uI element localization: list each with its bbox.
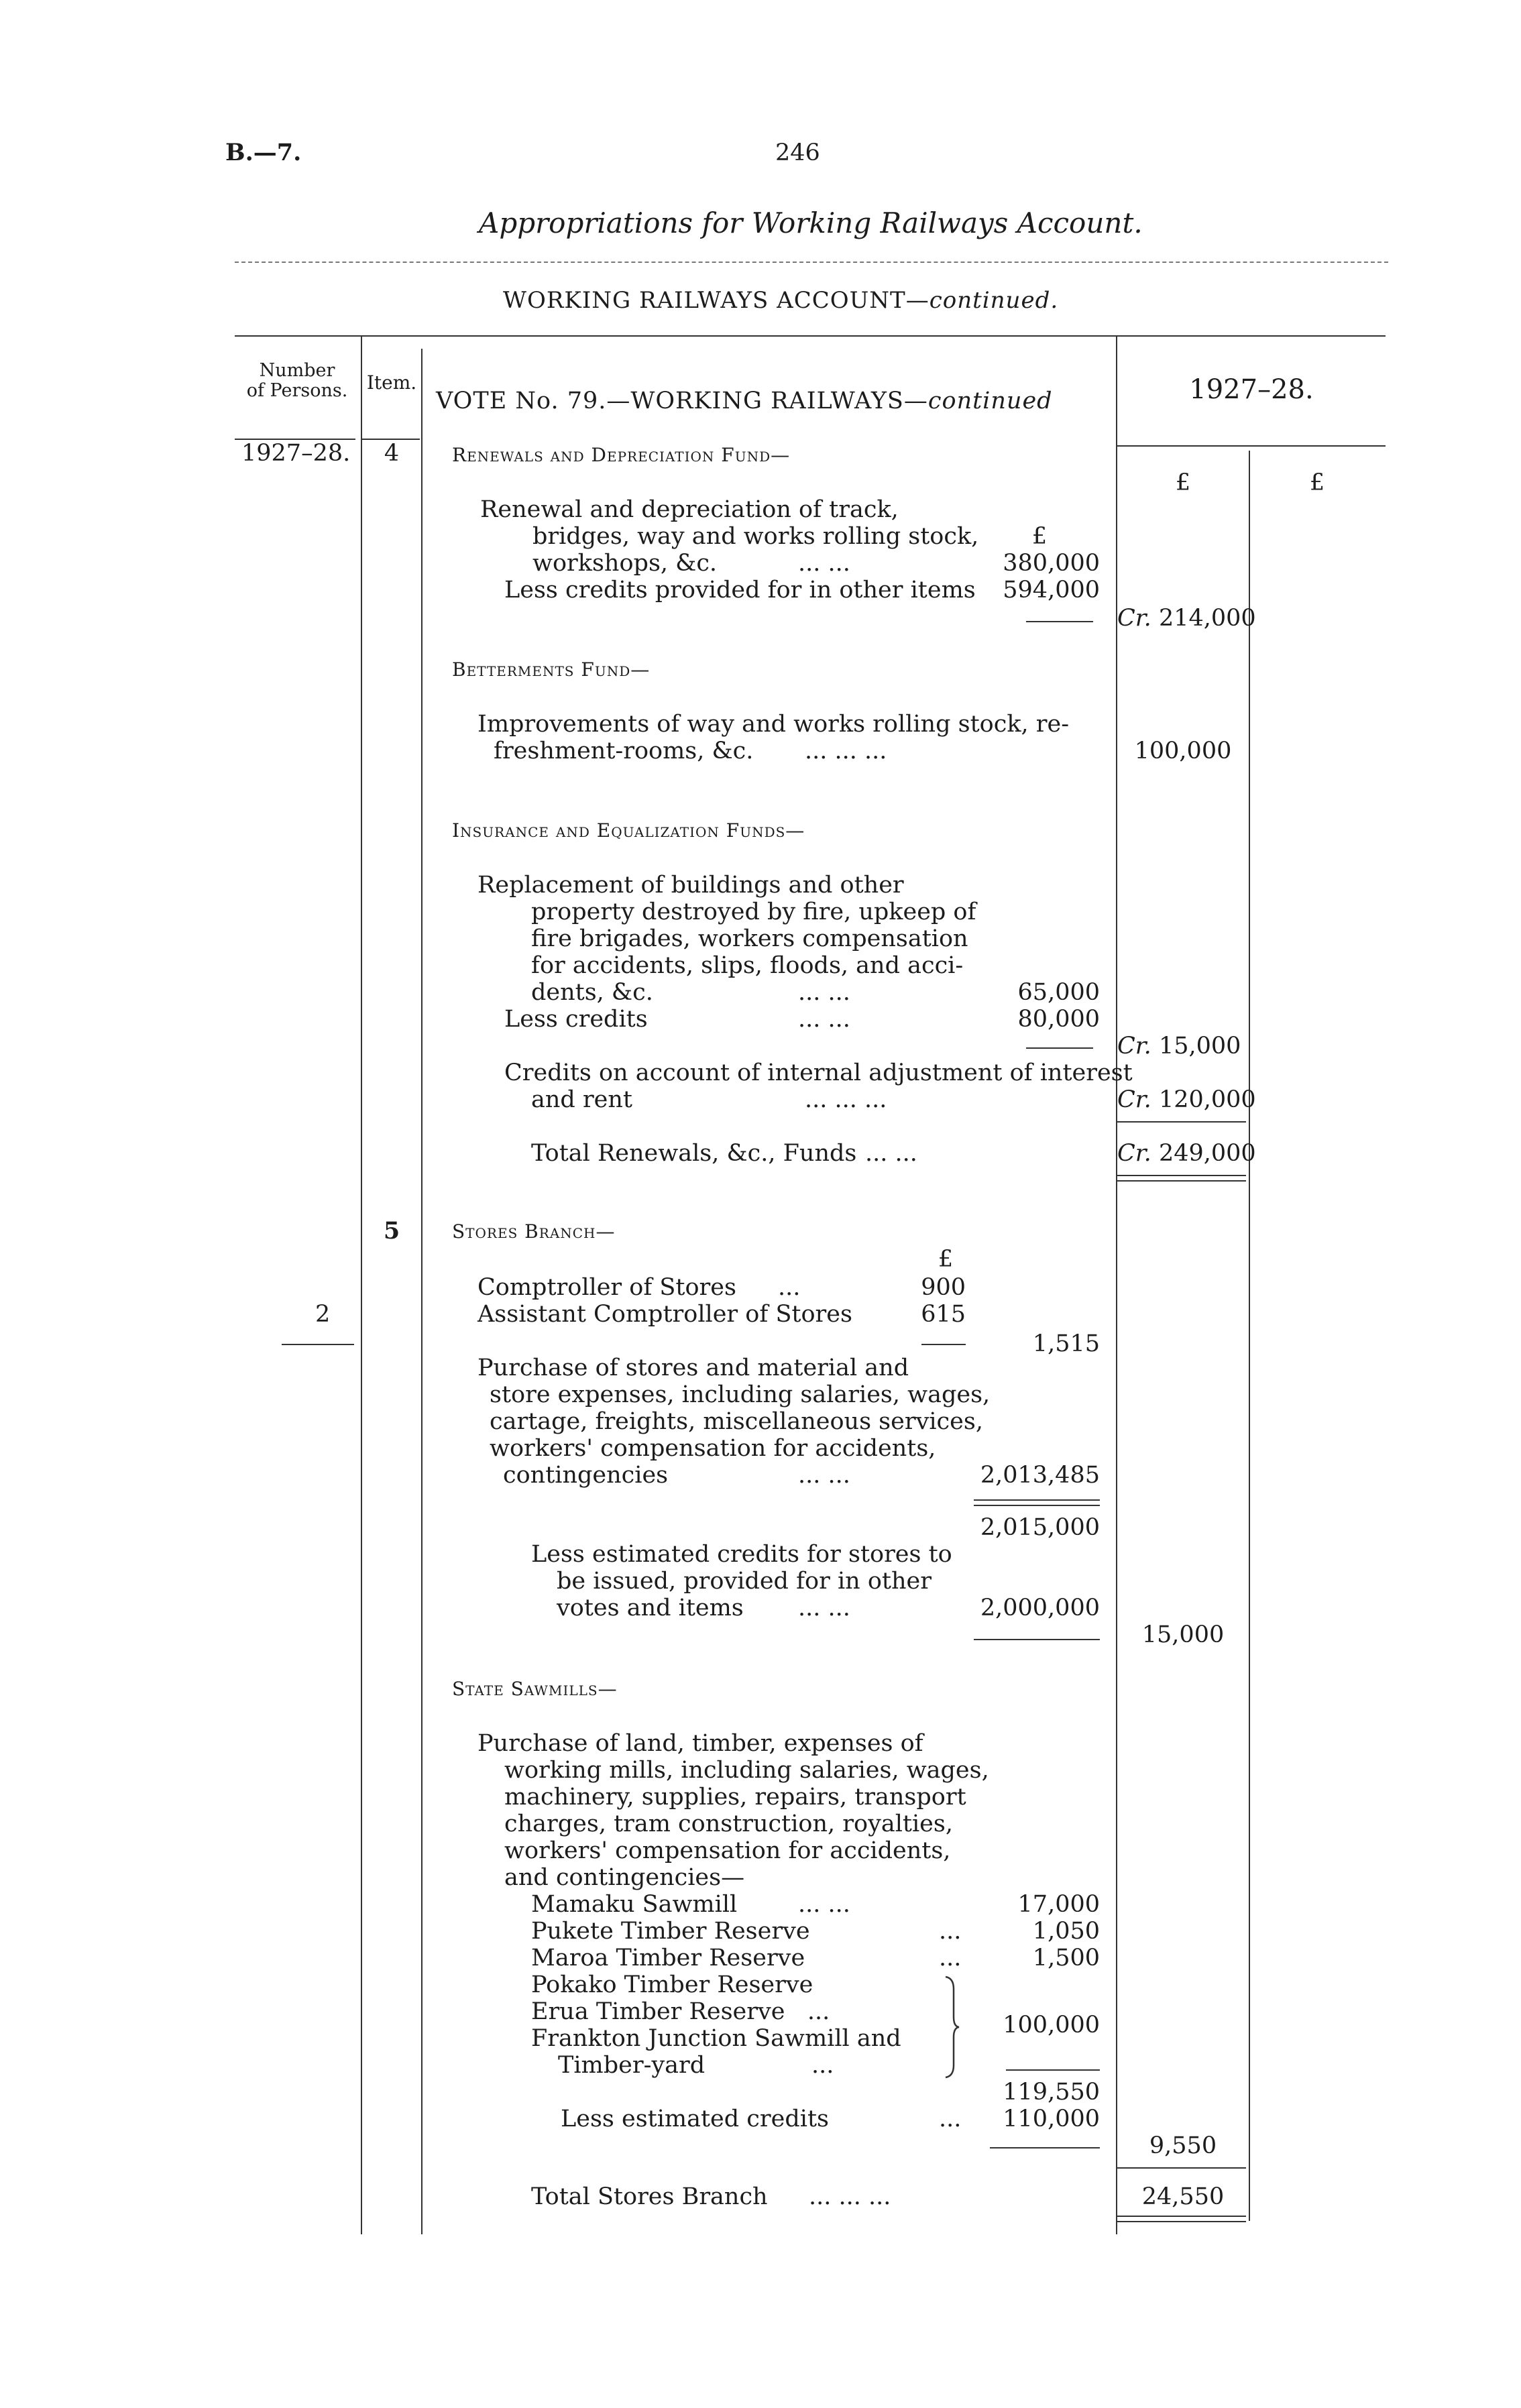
renewals-heading: Renewals and Depreciation Fund— <box>452 444 791 466</box>
rule <box>1006 2069 1100 2071</box>
mill-amount: 17,000 <box>1017 1891 1100 1918</box>
cr-label: Cr. <box>1117 1140 1151 1167</box>
rule <box>1117 1175 1246 1176</box>
less-stores-line1: Less estimated credits for stores to <box>531 1541 952 1568</box>
stores-heading: Stores Branch— <box>452 1220 616 1243</box>
rule <box>921 1344 966 1345</box>
item-4-number: 4 <box>384 440 400 467</box>
stores-gross: 2,015,000 <box>980 1514 1100 1541</box>
persons-subtotal-rule <box>282 1344 354 1345</box>
purchase-dots: ... ... <box>798 1462 850 1489</box>
insurance-net <box>1117 1033 1249 1059</box>
total-stores-amount: 24,550 <box>1141 2183 1225 2210</box>
insurance-net-amount: 15,000 <box>1158 1033 1241 1059</box>
internal-line1: Credits on account of internal adjustment of interest <box>504 1059 1133 1086</box>
less-stores-line3: votes and items <box>557 1595 744 1621</box>
rule <box>1026 1047 1093 1049</box>
rule <box>990 2147 1100 2148</box>
internal-line2: and rent <box>531 1086 632 1113</box>
insurance-line5: dents, &c. <box>531 979 653 1006</box>
vote-header-main: VOTE No. 79.—WORKING RAILWAYS— <box>436 388 928 414</box>
sawmills-line3: machinery, supplies, repairs, transport <box>504 1784 966 1811</box>
group-name2-dots: ... <box>807 1998 830 2025</box>
renewal-line2: bridges, way and works rolling stock, <box>532 523 979 550</box>
mill-name: Maroa Timber Reserve <box>531 1945 805 1971</box>
subtitle-main: WORKING RAILWAYS ACCOUNT— <box>503 287 929 314</box>
year-header: 1927–28. <box>1189 374 1314 405</box>
document-reference: B.—7. <box>225 139 302 166</box>
group-name3: Frankton Junction Sawmill and <box>531 2025 901 2052</box>
group-name2-text: Erua Timber Reserve <box>531 1998 785 2025</box>
comptroller-label: Comptroller of Stores <box>477 1274 736 1301</box>
section-subtitle <box>503 287 1058 314</box>
less-stores-amount: 2,000,000 <box>980 1595 1100 1621</box>
group-name2 <box>531 1998 830 2025</box>
betterments-heading: Betterments Fund— <box>452 658 651 681</box>
total-renewals <box>1117 1140 1256 1167</box>
item-5-number: 5 <box>383 1217 400 1245</box>
insurance-line2: property destroyed by fire, upkeep of <box>531 899 976 925</box>
less-stores-line2: be issued, provided for in other <box>557 1568 932 1595</box>
insurance-line4: for accidents, slips, floods, and acci- <box>531 952 964 979</box>
insurance-heading: Insurance and Equalization Funds— <box>452 819 805 842</box>
less-credits-label: Less credits provided for in other items <box>504 577 976 604</box>
rule <box>974 1505 1100 1506</box>
mill-amount: 1,500 <box>1032 1945 1100 1971</box>
renewals-net <box>1117 605 1256 632</box>
rule <box>1117 2221 1246 2222</box>
sawmills-line5: workers' compensation for accidents, <box>504 1837 951 1864</box>
cr-label: Cr. <box>1117 1033 1151 1059</box>
betterments-line1: Improvements of way and works rolling stock, re- <box>477 711 1070 738</box>
persons-column-rule <box>361 335 362 2234</box>
group-name1: Pokako Timber Reserve <box>531 1971 813 1998</box>
rule <box>1117 2167 1246 2169</box>
renewal-dots: ... ... <box>798 550 850 577</box>
purchase-line1: Purchase of stores and material and <box>477 1355 909 1381</box>
internal-amount: 120,000 <box>1158 1086 1256 1113</box>
group-amount: 100,000 <box>1003 2012 1100 2039</box>
insurance-line1: Replacement of buildings and other <box>477 872 904 899</box>
internal-dots: ... ... ... <box>805 1086 887 1113</box>
sawmills-line4: charges, tram construction, royalties, <box>504 1811 953 1837</box>
pound-sign-col1: £ <box>1175 469 1191 496</box>
betterments-line2: freshment-rooms, &c. <box>494 738 754 764</box>
insurance-line3: fire brigades, workers compensation <box>531 925 968 952</box>
purchase-line5: contingencies <box>503 1462 669 1489</box>
betterments-dots: ... ... ... <box>805 738 887 764</box>
insurance-less-amount: 80,000 <box>1017 1006 1100 1033</box>
rule <box>974 1499 1100 1501</box>
total-stores-label: Total Stores Branch <box>531 2183 768 2210</box>
rule <box>1026 621 1093 622</box>
rule <box>1117 2216 1246 2217</box>
sawmills-subtotal: 119,550 <box>1003 2079 1100 2106</box>
salaries-subtotal: 1,515 <box>1032 1330 1100 1357</box>
insurance-less-dots: ... ... <box>798 1006 850 1033</box>
item-header: Item. <box>366 371 417 394</box>
mill-dots: ... <box>939 1918 962 1945</box>
stores-pound-sign: £ <box>938 1246 954 1273</box>
mill-dots: ... <box>939 1945 962 1971</box>
sawmills-line6: and contingencies— <box>504 1864 745 1891</box>
pound-sign-col2: £ <box>1309 469 1325 496</box>
sawmills-less-amount: 110,000 <box>1003 2106 1100 2132</box>
renewal-line1: Renewal and depreciation of track, <box>480 496 899 523</box>
number-of-persons-line1: Number <box>259 360 335 381</box>
sawmills-heading: State Sawmills— <box>452 1678 618 1700</box>
stores-persons: 2 <box>315 1301 331 1328</box>
number-of-persons-line2: of Persons. <box>246 380 348 401</box>
comptroller-dots: ... <box>778 1274 801 1301</box>
rule <box>1117 1121 1246 1123</box>
total-stores-dots: ... ... ... <box>809 2183 891 2210</box>
total-renewals-dots: ... ... <box>865 1140 917 1167</box>
amount-split-rule <box>1249 451 1250 2221</box>
persons-year-label: 1927–28. <box>241 440 351 467</box>
assistant-amount: 615 <box>921 1301 966 1328</box>
header-divider <box>235 262 1388 263</box>
page-number: 246 <box>775 139 820 166</box>
mill-name: Pukete Timber Reserve <box>531 1918 810 1945</box>
rule <box>1117 1180 1246 1182</box>
betterments-amount: 100,000 <box>1134 738 1232 764</box>
group-brace <box>942 1975 962 2079</box>
sawmills-line2: working mills, including salaries, wages, <box>504 1757 989 1784</box>
mill-amount: 1,050 <box>1032 1918 1100 1945</box>
mill-name: Mamaku Sawmill <box>531 1891 738 1918</box>
rule <box>974 1639 1100 1640</box>
assistant-label: Assistant Comptroller of Stores <box>477 1301 852 1328</box>
sawmills-line1: Purchase of land, timber, expenses of <box>477 1730 923 1757</box>
group-name4: Timber-yard <box>558 2052 706 2079</box>
purchase-line4: workers' compensation for accidents, <box>490 1435 936 1462</box>
renewal-pound-sign: £ <box>1031 523 1048 550</box>
page-title: Appropriations for Working Railways Account. <box>479 207 1143 239</box>
purchase-line3: cartage, freights, miscellaneous services, <box>490 1408 983 1435</box>
comptroller-amount: 900 <box>921 1274 966 1301</box>
insurance-dots: ... ... <box>798 979 850 1006</box>
insurance-less-label: Less credits <box>504 1006 648 1033</box>
renewals-net-amount: 214,000 <box>1158 605 1256 632</box>
item-column-rule <box>421 349 422 2234</box>
insurance-amount: 65,000 <box>1017 979 1100 1006</box>
cr-label: Cr. <box>1117 605 1151 632</box>
number-of-persons-header <box>235 361 359 401</box>
vote-header <box>436 388 1053 414</box>
less-credits-amount: 594,000 <box>1003 577 1100 604</box>
total-renewals-label: Total Renewals, &c., Funds <box>531 1140 857 1167</box>
internal-net <box>1117 1086 1256 1113</box>
subtitle-continued: continued. <box>929 287 1059 314</box>
cr-label: Cr. <box>1117 1086 1151 1113</box>
purchase-amount: 2,013,485 <box>980 1462 1100 1489</box>
sawmills-net: 9,550 <box>1149 2132 1217 2159</box>
purchase-line2: store expenses, including salaries, wages, <box>490 1381 991 1408</box>
vote-header-continued: continued <box>927 388 1053 414</box>
less-stores-dots: ... ... <box>798 1595 850 1621</box>
sawmills-less-label: Less estimated credits <box>561 2106 829 2132</box>
sawmills-less-dots: ... <box>939 2106 962 2132</box>
table-top-rule <box>235 335 1386 337</box>
total-renewals-amount: 249,000 <box>1158 1140 1256 1167</box>
mill-dots: ... ... <box>798 1891 850 1918</box>
renewal-amount: 380,000 <box>1003 550 1100 577</box>
stores-net: 15,000 <box>1141 1621 1225 1648</box>
renewal-line3: workshops, &c. <box>532 550 718 577</box>
group-name4-dots: ... <box>811 2052 834 2079</box>
amount-header-rule <box>1117 445 1386 447</box>
